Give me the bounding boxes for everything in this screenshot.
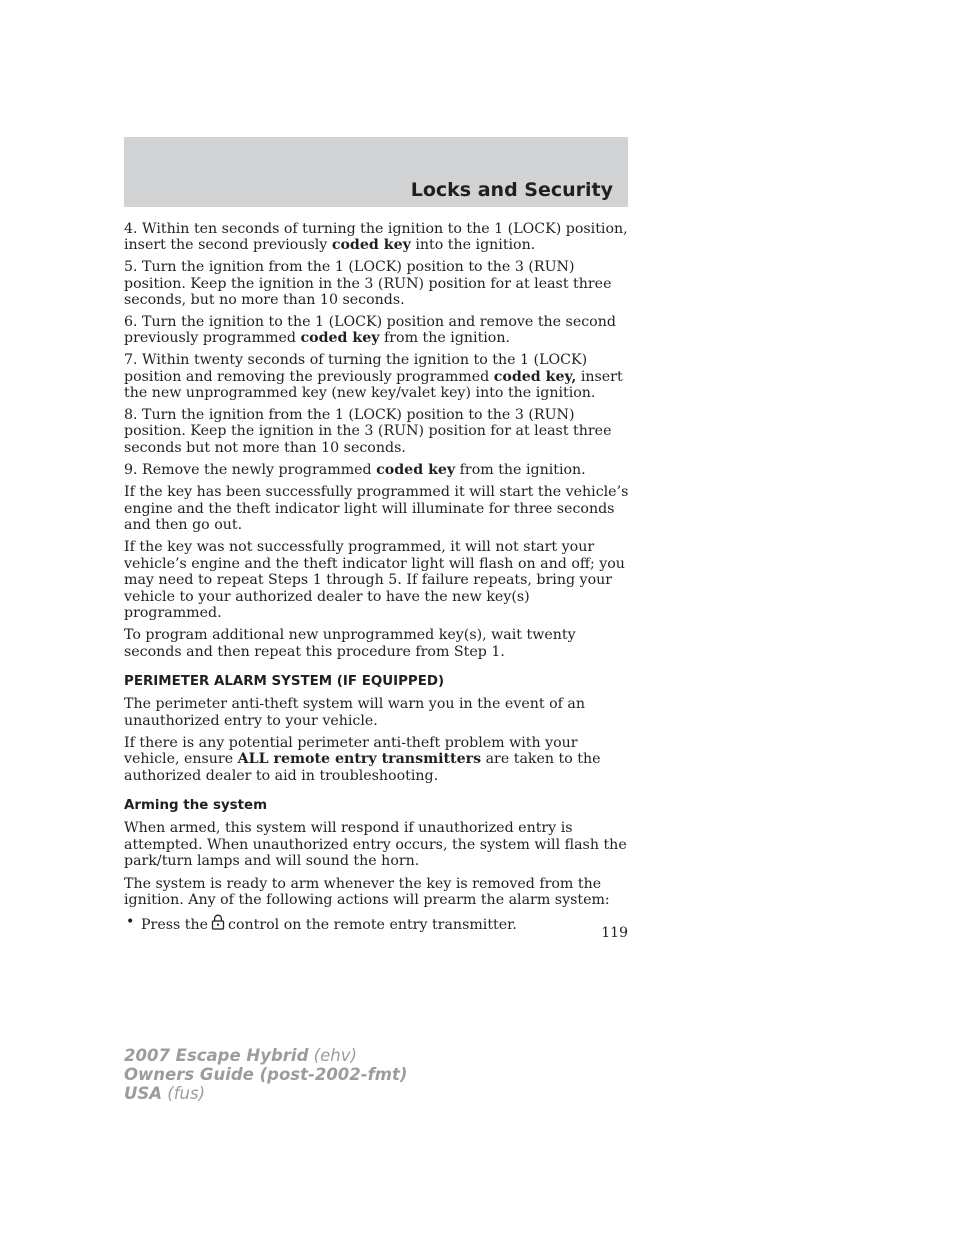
arming-bullet-item: • Press the control on the remote entry transmitter.	[124, 914, 630, 933]
step-9: 9. Remove the newly programmed coded key from the ignition.	[124, 461, 586, 478]
page-content	[124, 221, 630, 939]
arming-armed-paragraph: When armed, this system will respond if unauthorized entry is attempted. When unauthorized entry occurs, the system will flash the park/turn lamps and will sound the horn.	[124, 820, 627, 870]
additional-keys-paragraph: To program additional new unprogrammed key(s), wait twenty seconds and then repeat this procedure from Step 1.	[124, 627, 576, 660]
document-footer	[124, 1046, 407, 1103]
perimeter-intro: The perimeter anti-theft system will warn you in the event of an unauthorized entry to your vehicle.	[124, 696, 585, 729]
header-band	[124, 137, 628, 207]
step-6: 6. Turn the ignition to the 1 (LOCK) position and remove the second previously programmed coded key from the ignition.	[124, 314, 616, 347]
page-number: 119	[601, 925, 628, 941]
footer-line-2: Owners Guide (post-2002-fmt)	[124, 1065, 408, 1084]
arming-heading: Arming the system	[124, 798, 268, 814]
step-5: 5. Turn the ignition from the 1 (LOCK) position to the 3 (RUN) position. Keep the ignition in the 3 (RUN) position for at least three seconds, but no more than 10 seconds.	[124, 259, 612, 309]
step-4: 4. Within ten seconds of turning the ignition to the 1 (LOCK) position, insert the second previously coded key into the ignition.	[124, 221, 628, 254]
perimeter-problem: If there is any potential perimeter anti-theft problem with your vehicle, ensure ALL remote entry transmitters are taken to the authorized dealer to aid in troubleshooting.	[124, 735, 601, 784]
arming-ready-paragraph: The system is ready to arm whenever the key is removed from the ignition. Any of the following actions will prearm the alarm system:	[124, 875, 610, 908]
perimeter-alarm-heading: PERIMETER ALARM SYSTEM (IF EQUIPPED)	[124, 674, 445, 690]
success-paragraph: If the key has been successfully programmed it will start the vehicle’s engine and the theft indicator light will illuminate for three seconds and then go out.	[124, 484, 629, 533]
step-8: 8. Turn the ignition from the 1 (LOCK) position to the 3 (RUN) position. Keep the ignition in the 3 (RUN) position for at least three seconds but not more than 10 seconds.	[124, 407, 612, 456]
failure-paragraph: If the key was not successfully programmed, it will not start your vehicle’s engine and the theft indicator light will flash on and off; you may need to repeat Steps 1 through 5. If failure repeats, bring your vehicle to your authorized dealer to have the new key(s) programmed.	[124, 539, 625, 622]
footer-line-3: USA (fus)	[124, 1084, 206, 1103]
footer-line-1: 2007 Escape Hybrid (ehv)	[124, 1046, 357, 1065]
section-title: Locks and Security	[410, 179, 613, 201]
step-7: 7. Within twenty seconds of turning the ignition to the 1 (LOCK) position and removing the previously programmed coded key, insert the new unprogrammed key (new key/valet key) into the ignition.	[124, 352, 623, 402]
